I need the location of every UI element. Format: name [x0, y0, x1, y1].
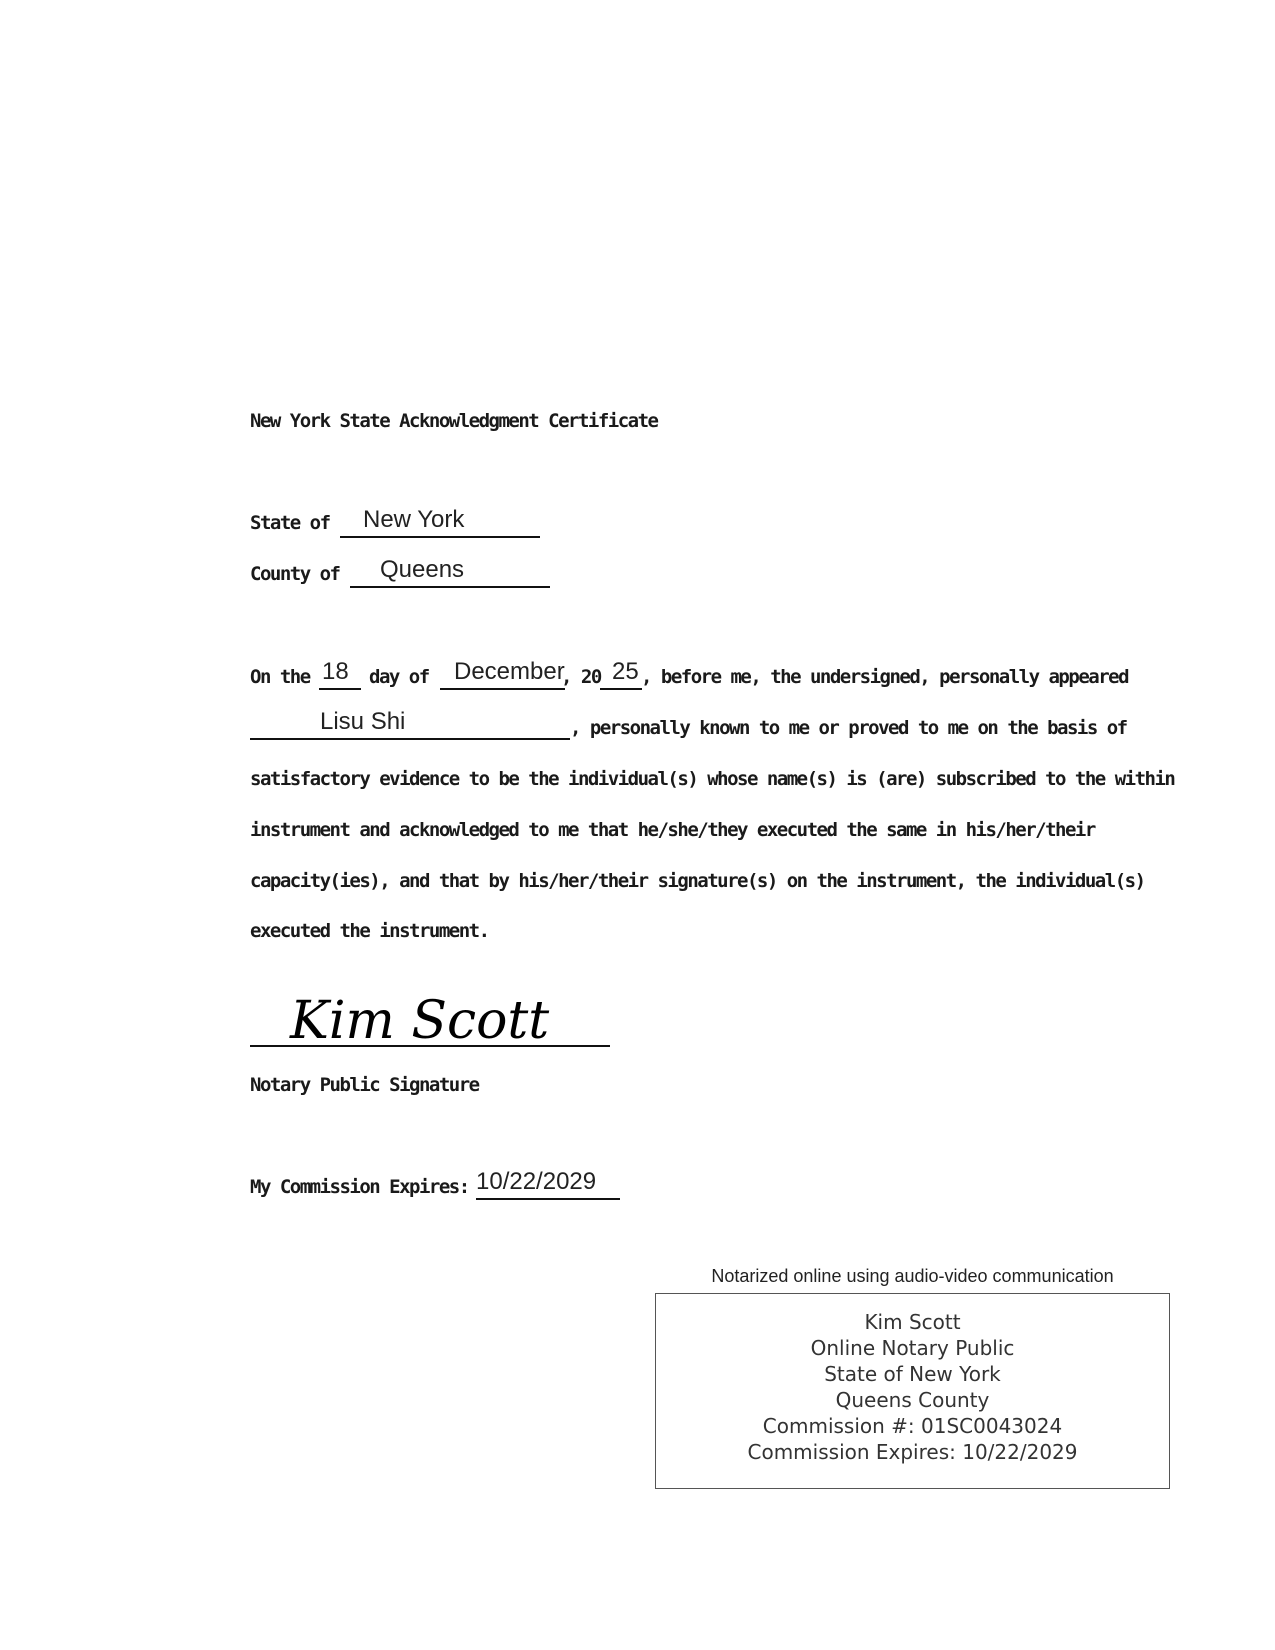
county-field	[350, 558, 550, 588]
month-value: December	[454, 658, 565, 685]
stamp-caption: Notarized online using audio-video communication	[711, 1266, 1114, 1286]
signature-label: Notary Public Signature	[250, 1074, 479, 1096]
stamp-state: State of New York	[824, 1362, 1001, 1386]
day-field	[319, 660, 361, 690]
stamp-commission-expires: Commission Expires: 10/22/2029	[747, 1440, 1078, 1464]
on-the-text: On the	[250, 666, 310, 688]
commission-value: 10/22/2029	[476, 1168, 597, 1195]
county-label: County of	[250, 563, 340, 585]
appeared-name-value: Lisu Shi	[320, 708, 406, 735]
day-value: 18	[322, 658, 349, 685]
notary-stamp	[655, 1293, 1170, 1489]
stamp-commission-number: Commission #: 01SC0043024	[762, 1414, 1063, 1438]
appeared-name-field	[250, 710, 570, 740]
line2-text: , personally known to me or proved to me on the basis of	[570, 717, 1127, 739]
commission-label: My Commission Expires:	[250, 1176, 469, 1198]
month-field	[440, 660, 565, 690]
state-field	[340, 508, 540, 538]
state-value: New York	[363, 506, 465, 533]
stamp-county: Queens County	[835, 1388, 990, 1412]
county-value: Queens	[380, 556, 465, 583]
commission-field	[476, 1170, 620, 1200]
line5-text: capacity(ies), and that by his/her/their signature(s) on the instrument, the individual(s)	[250, 870, 1145, 892]
stamp-notary-name: Kim Scott	[864, 1310, 961, 1334]
year-value: 25	[612, 658, 639, 685]
notary-signature: Kim Scott	[290, 991, 550, 1051]
line6-text: executed the instrument.	[250, 920, 489, 942]
state-label: State of	[250, 512, 330, 534]
year-prefix-text: , 20	[561, 666, 601, 688]
line3-text: satisfactory evidence to be the individual(s) whose name(s) is (are) subscribed to the within	[250, 768, 1175, 790]
day-of-text: day of	[369, 666, 429, 688]
year-field	[600, 660, 642, 690]
stamp-title: Online Notary Public	[810, 1336, 1015, 1360]
signature-line	[250, 990, 610, 1051]
certificate-title: New York State Acknowledgment Certificate	[250, 410, 658, 432]
line4-text: instrument and acknowledged to me that he/she/they executed the same in his/her/their	[250, 819, 1095, 841]
before-me-text: , before me, the undersigned, personally appeared	[641, 666, 1129, 688]
